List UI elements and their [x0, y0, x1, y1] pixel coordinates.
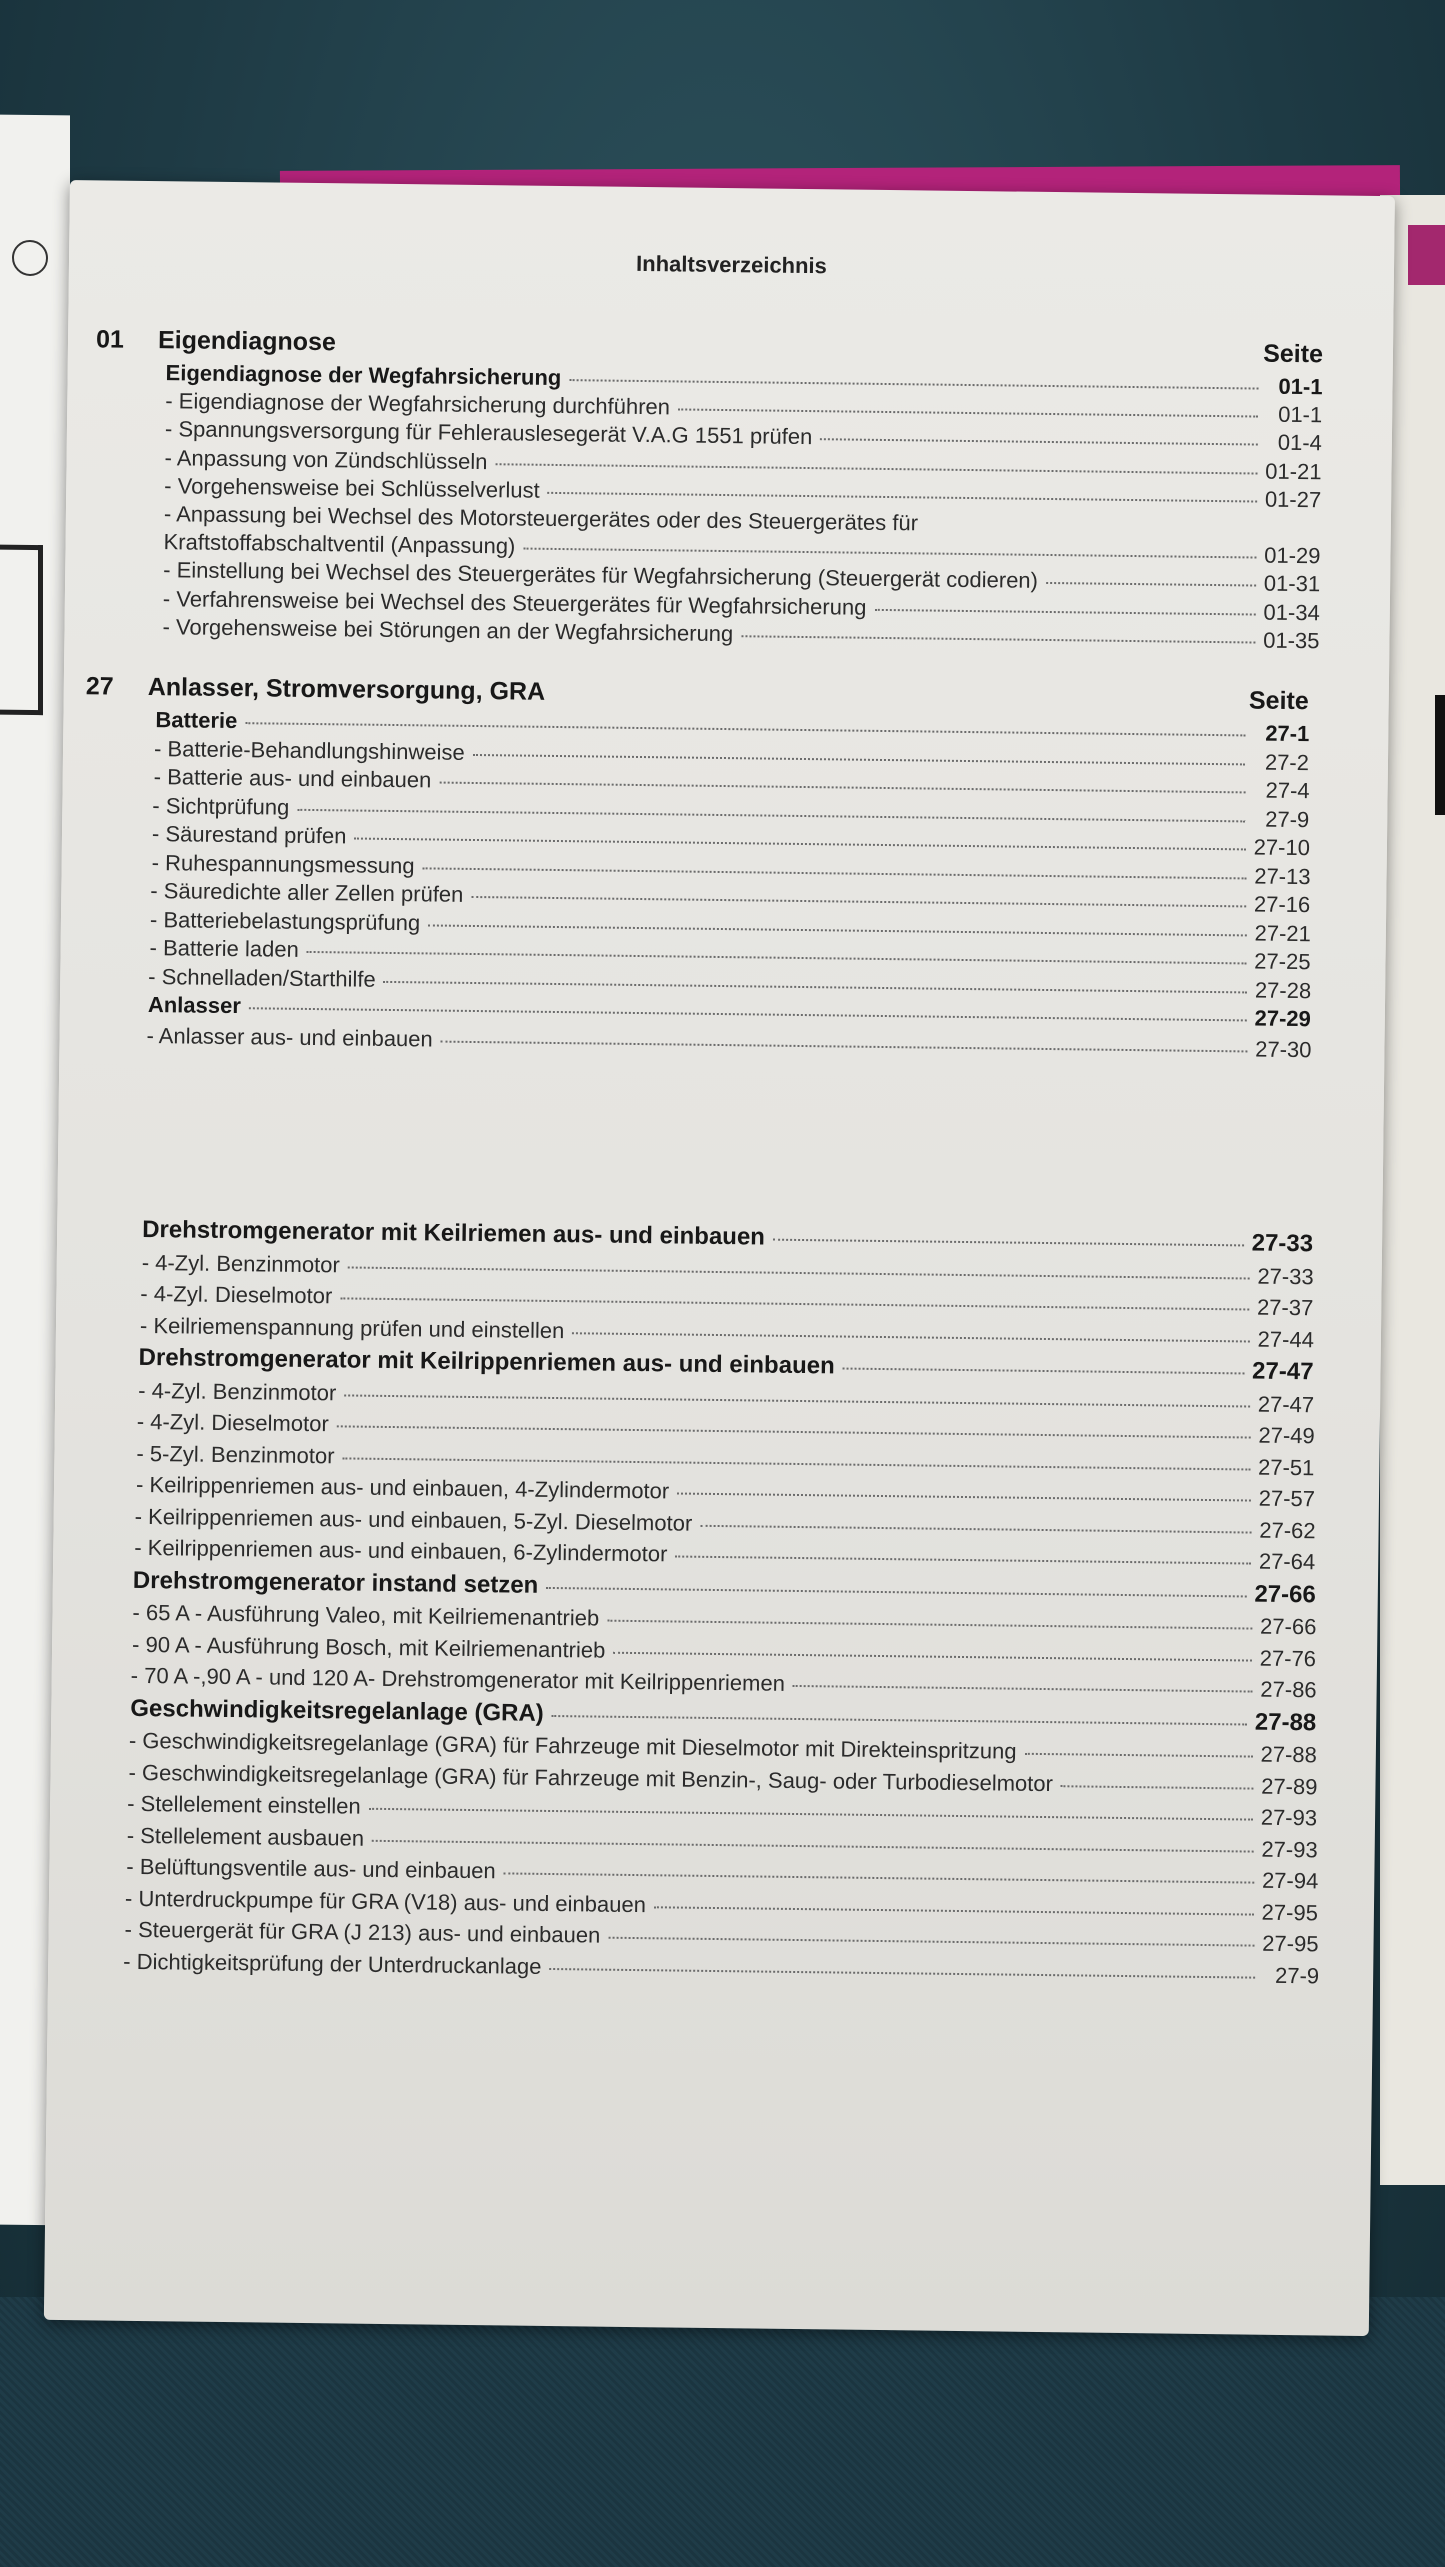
leader-dots [348, 1266, 1250, 1279]
entry-page-number: 27-9 [1265, 806, 1310, 832]
entry-label: - Stellelement ausbauen [126, 1822, 365, 1851]
entry-page-number: 27-93 [1261, 1836, 1318, 1862]
entry-page-number: 27-95 [1261, 1899, 1319, 1925]
entry-page-number: 27-95 [1262, 1930, 1319, 1957]
entry-page-number: 27-30 [1255, 1036, 1312, 1062]
leader-dots [613, 1651, 1251, 1661]
entry-label: - 65 A - Ausführung Valeo, mit Keilriemenantrieb [132, 1599, 600, 1631]
entry-label: - Unterdruckpumpe für GRA (V18) aus- und einbauen [124, 1885, 647, 1917]
leader-dots [552, 1714, 1247, 1724]
entry-label: - Batterie-Behandlungshinweise [153, 735, 465, 765]
entry-page-number: 27-33 [1257, 1263, 1314, 1289]
entry-page-number: 01-29 [1264, 542, 1321, 569]
entry-page-number: 27-33 [1251, 1229, 1314, 1258]
page-column-header: Seite [1263, 339, 1324, 369]
entry-page-number: 27-1 [1265, 720, 1310, 747]
entry-page-number: 27-93 [1260, 1804, 1318, 1831]
sheet-tab [1408, 225, 1445, 285]
entry-label: - 5-Zyl. Benzinmotor [136, 1440, 335, 1468]
page-title: Inhaltsverzeichnis [635, 250, 828, 279]
leader-dots [843, 1368, 1244, 1375]
section-title: Eigendiagnose [157, 326, 337, 357]
leader-dots [297, 808, 1245, 822]
toc-page [44, 180, 1395, 2336]
entry-label: - Geschwindigkeitsregelanlage (GRA) für Fahrzeuge mit Benzin-, Saug- oder Turbodieselmotor [128, 1759, 1054, 1796]
leader-dots [344, 1394, 1250, 1407]
entry-page-number: 27-66 [1259, 1613, 1317, 1640]
entry-page-number: 27-57 [1258, 1485, 1316, 1512]
entry-page-number: 27-13 [1254, 863, 1311, 889]
entry-label: - Ruhespannungsmessung [151, 849, 415, 878]
leader-dots [523, 548, 1256, 559]
entry-label: - Batteriebelastungsprüfung [149, 906, 421, 935]
leader-dots [471, 896, 1246, 907]
entry-label: Drehstromgenerator mit Keilrippenriemen aus- und einbauen [138, 1343, 835, 1380]
leader-dots [245, 722, 1245, 736]
entry-label: - Anpassung bei Wechsel des Motorsteuergerätes oder des Steuergerätes für [163, 501, 919, 536]
entry-page-number: 27-94 [1261, 1867, 1319, 1894]
entry-page-number: 01-4 [1277, 430, 1323, 456]
entry-label: - Einstellung bei Wechsel des Steuergerätes für Wegfahrsicherung (Steuergerät codieren) [163, 557, 1039, 594]
entry-label: - 4-Zyl. Dieselmotor [140, 1280, 333, 1309]
entry-label: Kraftstoffabschaltventil (Anpassung) [163, 529, 516, 559]
section-number: 27 [85, 672, 114, 701]
entry-page-number: 27-51 [1257, 1454, 1315, 1480]
entry-label: - 4-Zyl. Benzinmotor [138, 1377, 337, 1405]
leader-dots [741, 635, 1255, 643]
entry-page-number: 27-25 [1254, 948, 1311, 975]
entry-page-number: 27-28 [1254, 977, 1312, 1003]
entry-page-number: 27-64 [1258, 1548, 1316, 1575]
entry-page-number: 01-34 [1263, 599, 1320, 625]
leader-dots [820, 439, 1258, 446]
background-fabric [0, 2297, 1445, 2567]
entry-label: - Vorgehensweise bei Schlüsselverlust [164, 472, 540, 503]
entry-page-number: 27-4 [1265, 777, 1310, 804]
entry-label: - Belüftungsventile aus- und einbauen [126, 1853, 496, 1884]
entry-page-number: 27-16 [1253, 891, 1311, 918]
entry-label: - Säurestand prüfen [151, 821, 347, 849]
leader-dots [700, 1524, 1251, 1533]
entry-label: - Vorgehensweise bei Störungen an der Wegfahrsicherung [162, 613, 734, 646]
entry-label: - Batterie laden [149, 935, 299, 962]
leader-dots [675, 1555, 1251, 1564]
entry-label: - Geschwindigkeitsregelanlage (GRA) für Fahrzeuge mit Dieselmotor mit Direkteinspritzung [128, 1727, 1017, 1764]
entry-page-number: 27-2 [1264, 749, 1310, 775]
entry-label: - 70 A -,90 A - und 120 A- Drehstromgenerator mit Keilrippenriemen [130, 1662, 786, 1696]
entry-label: Geschwindigkeitsregelanlage (GRA) [130, 1694, 544, 1727]
leader-dots [473, 753, 1245, 764]
entry-label: - Anpassung von Zündschlüsseln [164, 444, 488, 474]
entry-page-number: 27-37 [1256, 1294, 1314, 1321]
leader-dots [1025, 1753, 1253, 1758]
entry-label: - Keilrippenriemen aus- und einbauen, 4-Zylindermotor [135, 1471, 670, 1504]
entry-page-number: 01-1 [1278, 373, 1323, 400]
entry-label: Batterie [155, 707, 238, 734]
leader-dots [654, 1906, 1254, 1915]
brand-logo-icon [12, 240, 48, 276]
entry-page-number: 27-88 [1260, 1741, 1318, 1768]
entry-page-number: 27-66 [1254, 1580, 1316, 1608]
leader-dots [428, 924, 1246, 936]
entry-label: - Eigendiagnose der Wegfahrsicherung durchführen [165, 388, 671, 420]
leader-dots [337, 1425, 1251, 1438]
leader-dots [546, 1586, 1246, 1597]
section-title: Anlasser, Stromversorgung, GRA [147, 672, 546, 706]
entry-page-number: 27-62 [1259, 1517, 1316, 1543]
entry-label: - 4-Zyl. Dieselmotor [136, 1408, 329, 1437]
entry-label: - Keilrippenriemen aus- und einbauen, 5-Zyl. Dieselmotor [134, 1503, 693, 1536]
leader-dots [369, 1808, 1253, 1821]
page-column-header: Seite [1248, 686, 1309, 716]
leader-dots [384, 980, 1247, 993]
entry-label: Eigendiagnose der Wegfahrsicherung [165, 360, 562, 391]
entry-label: - Stellelement einstellen [127, 1790, 361, 1819]
leader-dots [340, 1297, 1249, 1310]
entry-label: - Spannungsversorgung für Fehlerauslesegerät V.A.G 1551 prüfen [164, 416, 813, 450]
leader-dots [504, 1872, 1254, 1883]
entry-page-number: 01-21 [1265, 458, 1322, 484]
entry-page-number: 01-1 [1278, 401, 1323, 428]
leader-dots [495, 463, 1257, 474]
section-number: 01 [95, 325, 125, 354]
entry-page-number: 27-47 [1251, 1357, 1314, 1386]
leader-dots [249, 1007, 1247, 1021]
sheet-fragment [0, 545, 43, 715]
leader-dots [677, 1493, 1251, 1502]
entry-label: - 4-Zyl. Benzinmotor [141, 1249, 340, 1277]
entry-label: Drehstromgenerator instand setzen [132, 1566, 539, 1599]
leader-dots [569, 379, 1258, 389]
entry-page-number: 27-44 [1257, 1326, 1315, 1352]
entry-page-number: 27-47 [1257, 1391, 1315, 1417]
entry-page-number: 27-29 [1254, 1005, 1311, 1032]
entry-page-number: 27-88 [1254, 1708, 1317, 1736]
entry-page-number: 27-86 [1260, 1676, 1317, 1703]
leader-dots [439, 782, 1245, 794]
entry-label: - Verfahrensweise bei Wechsel des Steuergerätes für Wegfahrsicherung [162, 585, 867, 620]
leader-dots [773, 1239, 1244, 1247]
entry-label: - Keilriemenspannung prüfen und einstellen [139, 1312, 565, 1343]
leader-dots [307, 951, 1246, 964]
entry-page-number: 27-76 [1259, 1645, 1317, 1671]
leader-dots [1061, 1785, 1253, 1789]
entry-page-number: 01-27 [1264, 486, 1322, 513]
entry-page-number: 27-9 [1274, 1962, 1320, 1988]
entry-page-number: 27-49 [1258, 1422, 1315, 1449]
entry-label: - Schnelladen/Starthilfe [148, 963, 376, 992]
entry-label: - Dichtigkeitsprüfung der Unterdruckanlage [123, 1948, 542, 1979]
entry-label: - Anlasser aus- und einbauen [146, 1022, 433, 1051]
leader-dots [342, 1457, 1250, 1470]
leader-dots [874, 608, 1255, 615]
entry-page-number: 01-31 [1263, 571, 1321, 597]
leader-dots [549, 1967, 1255, 1978]
leader-dots [354, 838, 1245, 851]
entry-label: - Steuergerät für GRA (J 213) aus- und einbauen [124, 1916, 601, 1948]
leader-dots [441, 1040, 1247, 1052]
entry-label: Drehstromgenerator mit Keilriemen aus- und einbauen [142, 1215, 766, 1251]
leader-dots [678, 409, 1258, 418]
entry-label: Anlasser [147, 992, 242, 1019]
leader-dots [608, 1937, 1254, 1947]
leader-dots [548, 492, 1257, 503]
leader-dots [572, 1332, 1249, 1342]
leader-dots [423, 867, 1247, 879]
leader-dots [372, 1839, 1253, 1852]
entry-page-number: 01-35 [1263, 627, 1320, 654]
leader-dots [607, 1620, 1252, 1630]
entry-label: - Säuredichte aller Zellen prüfen [150, 878, 464, 907]
entry-page-number: 27-21 [1254, 920, 1312, 946]
entry-label: - 90 A - Ausführung Bosch, mit Keilriemenantrieb [131, 1631, 606, 1663]
leader-dots [793, 1685, 1252, 1693]
entry-label: - Sichtprüfung [152, 792, 290, 820]
sheet-fragment [1435, 695, 1445, 815]
entry-label: - Keilrippenriemen aus- und einbauen, 6-Zylindermotor [134, 1534, 668, 1567]
leader-dots [1046, 582, 1256, 587]
entry-page-number: 27-10 [1253, 834, 1311, 861]
entry-page-number: 27-89 [1261, 1773, 1318, 1799]
entry-label: - Batterie aus- und einbauen [153, 764, 432, 793]
